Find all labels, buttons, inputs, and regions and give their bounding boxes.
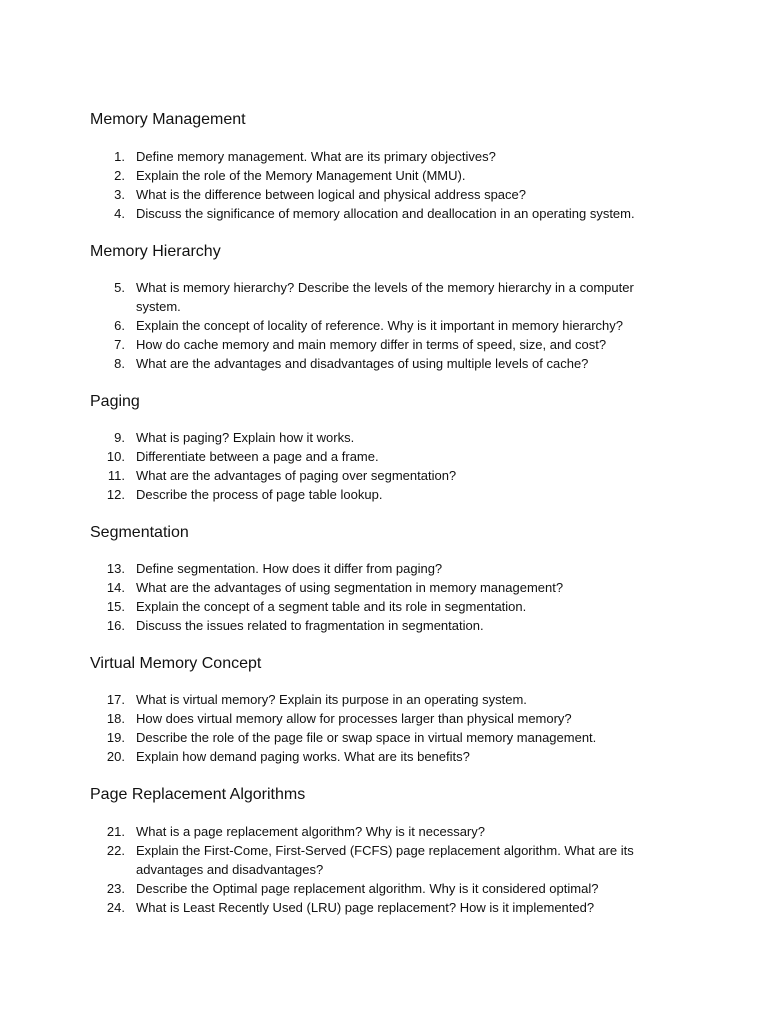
item-text: What are the advantages of paging over segmentation? xyxy=(136,468,457,483)
list-item xyxy=(0,578,676,597)
item-number: 22. xyxy=(106,843,125,858)
list-item xyxy=(0,879,676,898)
list-item xyxy=(0,185,676,204)
item-number: 10. xyxy=(106,449,125,464)
item-text: What is virtual memory? Explain its purpose in an operating system. xyxy=(136,692,527,707)
item-number: 2. xyxy=(114,168,125,183)
list-item xyxy=(0,335,676,354)
list-item xyxy=(0,354,676,373)
item-text: Explain the First-Come, First-Served (FCFS) page replacement algorithm. What are its advantages and disadvantages? xyxy=(136,843,634,877)
list-item xyxy=(0,278,676,316)
item-number: 16. xyxy=(106,618,125,633)
section-heading: Segmentation xyxy=(90,524,189,541)
item-text: Explain the role of the Memory Management Unit (MMU). xyxy=(136,168,466,183)
section-heading: Memory Management xyxy=(90,111,246,128)
item-number: 20. xyxy=(106,749,125,764)
question-list xyxy=(0,559,768,635)
item-text: What is memory hierarchy? Describe the levels of the memory hierarchy in a computer system. xyxy=(136,280,634,314)
item-text: What are the advantages and disadvantages of using multiple levels of cache? xyxy=(136,356,589,371)
item-number: 4. xyxy=(114,206,125,221)
item-number: 19. xyxy=(106,730,125,745)
list-item xyxy=(0,898,676,917)
list-item xyxy=(0,709,676,728)
item-number: 3. xyxy=(114,187,125,202)
question-list xyxy=(0,690,768,766)
list-item xyxy=(0,204,676,223)
item-text: Describe the role of the page file or swap space in virtual memory management. xyxy=(136,730,597,745)
item-text: How do cache memory and main memory differ in terms of speed, size, and cost? xyxy=(136,337,607,352)
item-text: How does virtual memory allow for processes larger than physical memory? xyxy=(136,711,572,726)
question-list xyxy=(0,822,768,917)
item-number: 24. xyxy=(106,900,125,915)
item-number: 23. xyxy=(106,881,125,896)
list-item xyxy=(0,822,676,841)
list-item xyxy=(0,559,676,578)
item-number: 15. xyxy=(106,599,125,614)
item-number: 1. xyxy=(114,149,125,164)
question-list xyxy=(0,278,768,373)
item-number: 17. xyxy=(106,692,125,707)
section-heading: Paging xyxy=(90,393,140,410)
list-item xyxy=(0,616,676,635)
item-number: 8. xyxy=(114,356,125,371)
item-number: 5. xyxy=(114,280,125,295)
item-text: What is Least Recently Used (LRU) page replacement? How is it implemented? xyxy=(136,900,595,915)
list-item xyxy=(0,728,676,747)
question-list xyxy=(0,147,768,223)
item-text: Define segmentation. How does it differ from paging? xyxy=(136,561,443,576)
item-text: Describe the Optimal page replacement algorithm. Why is it considered optimal? xyxy=(136,881,599,896)
item-text: What is a page replacement algorithm? Why is it necessary? xyxy=(136,824,485,839)
item-text: Explain the concept of locality of reference. Why is it important in memory hierarchy? xyxy=(136,318,623,333)
list-item xyxy=(0,147,676,166)
item-text: Describe the process of page table lookup. xyxy=(136,487,383,502)
list-item xyxy=(0,690,676,709)
item-text: What is the difference between logical and physical address space? xyxy=(136,187,526,202)
item-number: 18. xyxy=(106,711,125,726)
list-item xyxy=(0,447,676,466)
list-item xyxy=(0,597,676,616)
question-list xyxy=(0,428,768,504)
list-item xyxy=(0,428,676,447)
item-text: Discuss the issues related to fragmentation in segmentation. xyxy=(136,618,484,633)
item-number: 13. xyxy=(106,561,125,576)
item-text: What are the advantages of using segmentation in memory management? xyxy=(136,580,564,595)
item-number: 12. xyxy=(106,487,125,502)
item-text: Discuss the significance of memory allocation and deallocation in an operating system. xyxy=(136,206,635,221)
list-item xyxy=(0,466,676,485)
item-text: Differentiate between a page and a frame. xyxy=(136,449,379,464)
list-item xyxy=(0,841,676,879)
item-text: Explain how demand paging works. What are its benefits? xyxy=(136,749,470,764)
section-heading: Virtual Memory Concept xyxy=(90,655,262,672)
item-number: 14. xyxy=(106,580,125,595)
item-number: 21. xyxy=(106,824,125,839)
section-heading: Page Replacement Algorithms xyxy=(90,786,306,803)
item-number: 11. xyxy=(107,468,125,483)
item-number: 7. xyxy=(114,337,125,352)
item-number: 9. xyxy=(114,430,125,445)
list-item xyxy=(0,485,676,504)
item-text: Explain the concept of a segment table and its role in segmentation. xyxy=(136,599,527,614)
item-number: 6. xyxy=(114,318,125,333)
item-text: Define memory management. What are its primary objectives? xyxy=(136,149,496,164)
section-heading: Memory Hierarchy xyxy=(90,243,221,260)
list-item xyxy=(0,316,676,335)
list-item xyxy=(0,166,676,185)
item-text: What is paging? Explain how it works. xyxy=(136,430,355,445)
list-item xyxy=(0,747,676,766)
